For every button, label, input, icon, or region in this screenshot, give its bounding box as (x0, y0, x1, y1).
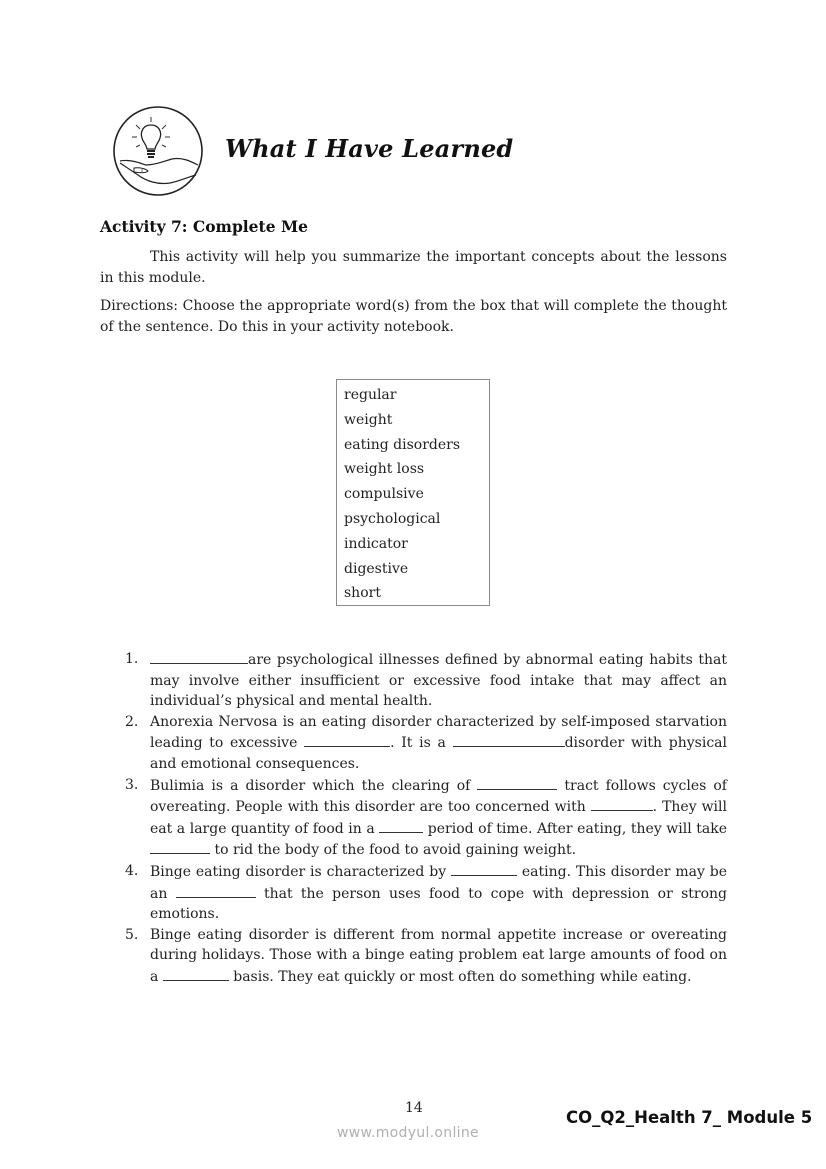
question-list (120, 649, 727, 988)
question-text: basis. They eat quickly or most often do something while eating. (228, 968, 692, 985)
question-text: that the person uses food to cope with depression or strong emotions. (150, 885, 727, 923)
word-bank-box (336, 379, 490, 606)
question-text: Bulimia is a disorder which the clearing of (150, 777, 478, 794)
question-text: are psychological illnesses defined by abnormal eating habits that may involve either insufficient or excessive food intake that may affect an individual’s physical and mental health. (150, 652, 727, 710)
question-item (120, 775, 727, 861)
activity-intro: This activity will help you summarize the important concepts about the lessons in this module. (100, 249, 727, 286)
question-number: 2. (125, 713, 139, 730)
answer-blank[interactable] (477, 775, 557, 790)
answer-blank[interactable] (163, 966, 229, 981)
word-bank-item: compulsive (344, 486, 424, 503)
activity-title: Activity 7: Complete Me (100, 217, 308, 236)
answer-blank[interactable] (150, 649, 248, 664)
word-bank-item: weight loss (344, 461, 425, 478)
question-number: 1. (125, 651, 139, 667)
question-item (120, 649, 727, 712)
word-bank-item: short (344, 585, 381, 602)
question-number: 5. (125, 926, 139, 943)
word-bank-item: eating disorders (344, 436, 461, 453)
lightbulb-in-hand-icon (112, 105, 204, 197)
word-bank-item: weight (344, 411, 393, 428)
question-text: tract follows cycles of overeating. People with this disorder are too concerned with (150, 777, 727, 816)
question-item (120, 925, 727, 988)
question-item (120, 861, 727, 925)
section-title: What I Have Learned (225, 134, 514, 163)
question-text: Anorexia Nervosa is an eating disorder characterized by self-imposed starvation leading to excessive (150, 713, 727, 752)
question-text: period of time. After eating, they will take (423, 820, 727, 837)
answer-blank[interactable] (304, 732, 390, 747)
question-number: 4. (125, 862, 139, 879)
module-code: CO_Q2_Health 7_ Module 5 (566, 1108, 813, 1127)
word-bank-item: digestive (344, 560, 409, 577)
answer-blank[interactable] (379, 818, 423, 833)
answer-blank[interactable] (453, 732, 565, 747)
word-bank-item: indicator (344, 535, 408, 552)
answer-blank[interactable] (591, 796, 653, 811)
answer-blank[interactable] (150, 839, 210, 854)
question-text: Binge eating disorder is different from normal appetite increase or overeating during holidays. Those with a binge eating problem eat large amounts of food on a (150, 926, 727, 985)
word-bank-item: psychological (344, 510, 441, 527)
question-text: . It is a (390, 735, 453, 752)
answer-blank[interactable] (176, 883, 256, 898)
question-number: 3. (125, 776, 139, 793)
page-number: 14 (405, 1100, 423, 1116)
word-bank-item: regular (344, 387, 397, 403)
activity-directions: Directions: Choose the appropriate word(s) from the box that will complete the thought of the sentence. Do this in your activity notebook. (100, 298, 727, 335)
answer-blank[interactable] (451, 861, 517, 876)
question-text: Binge eating disorder is characterized by (150, 863, 451, 880)
question-item (120, 712, 727, 775)
watermark: www.modyul.online (337, 1125, 479, 1141)
question-text: disorder with physical and emotional consequences. (150, 735, 727, 772)
question-text: to rid the body of the food to avoid gaining weight. (210, 842, 577, 859)
question-text: . They will eat a large quantity of food in a (150, 799, 727, 837)
question-text: eating. This disorder may be an (150, 863, 727, 902)
